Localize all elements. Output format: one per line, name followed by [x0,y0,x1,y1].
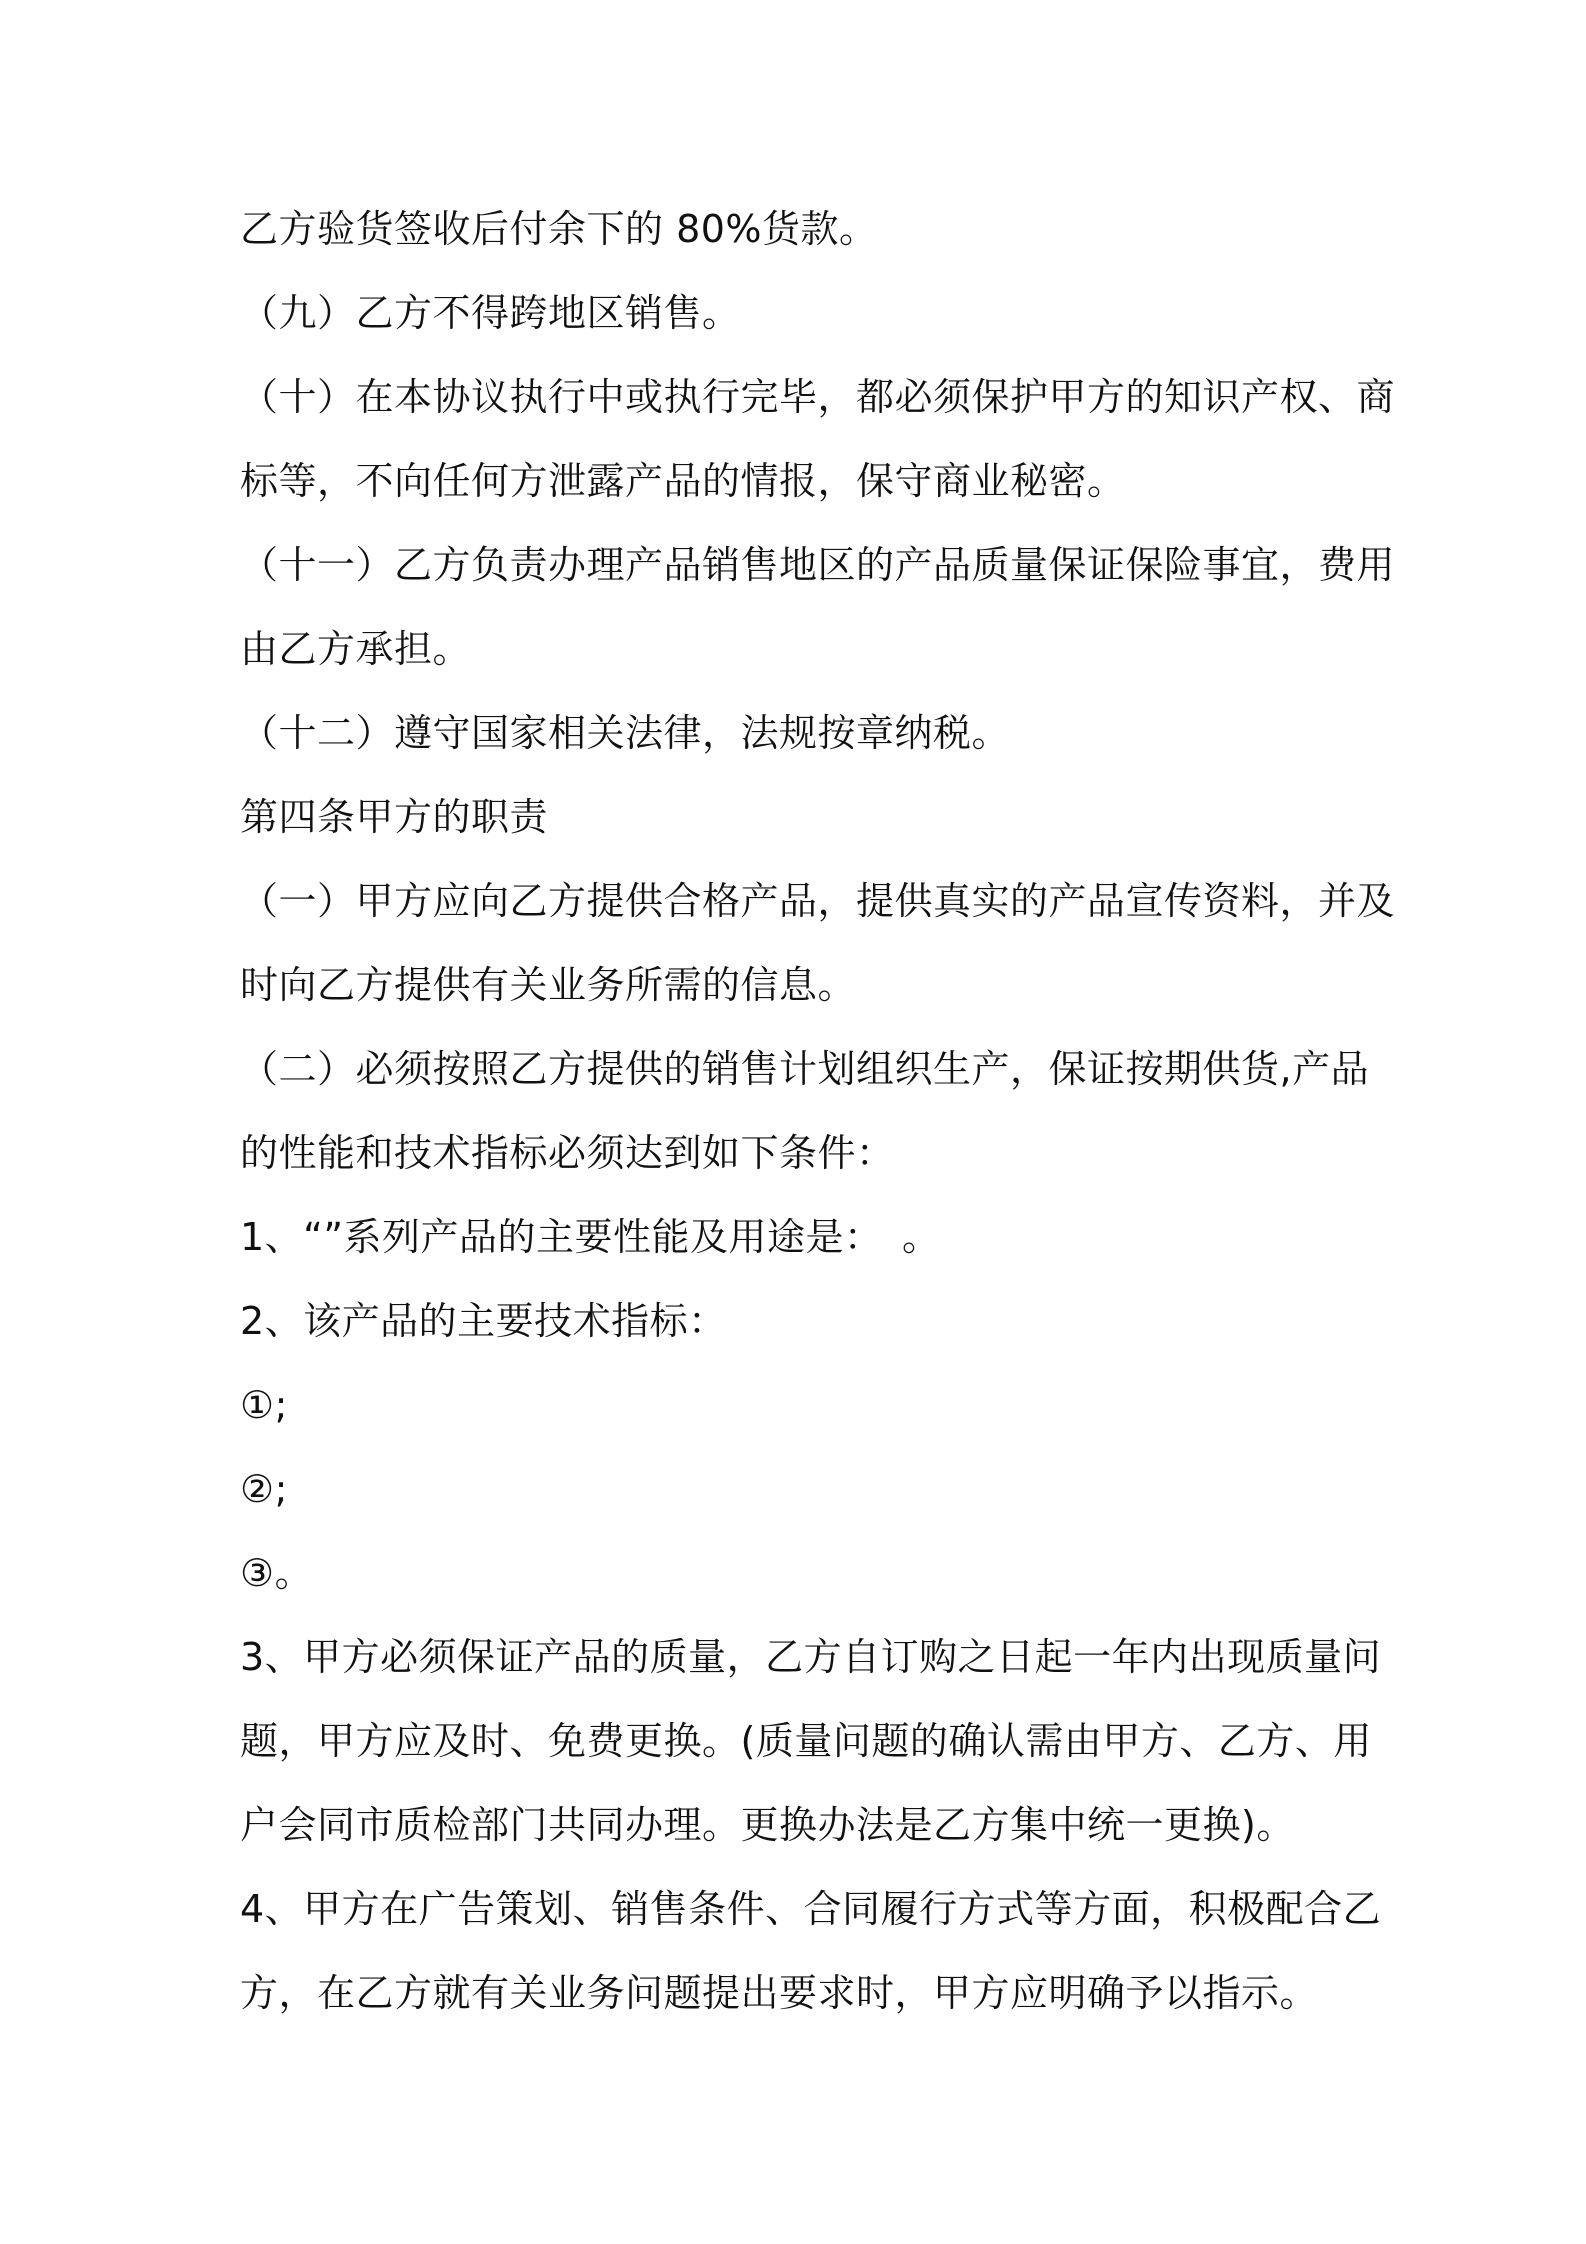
duty-one-line-1: （一）甲方应向乙方提供合格产品，提供真实的产品宣传资料，并及 [240,879,1396,923]
indicator-two: ②; [240,1467,288,1511]
indicator-one: ①; [240,1383,288,1427]
clause-ten-line-1: （十）在本协议执行中或执行完毕，都必须保护甲方的知识产权、商 [240,375,1396,419]
clause-twelve: （十二）遵守国家相关法律，法规按章纳税。 [240,711,1011,755]
duty-one-line-2: 时向乙方提供有关业务所需的信息。 [240,963,857,1007]
item-two: 2、该产品的主要技术指标： [240,1299,727,1343]
clause-eleven-line-1: （十一）乙方负责办理产品销售地区的产品质量保证保险事宜，费用 [240,543,1396,587]
paragraph-line: 乙方验货签收后付余下的 80%货款。 [240,207,878,251]
clause-nine: （九）乙方不得跨地区销售。 [240,291,741,335]
item-three-line-2: 题，甲方应及时、免费更换。(质量问题的确认需由甲方、乙方、用 [240,1719,1372,1763]
item-four-line-2: 方，在乙方就有关业务问题提出要求时，甲方应明确予以指示。 [240,1971,1319,2015]
section-heading: 第四条甲方的职责 [240,795,549,839]
duty-two-line-1: （二）必须按照乙方提供的销售计划组织生产，保证按期供货,产品 [240,1047,1370,1091]
item-one: 1、“”系列产品的主要性能及用途是： 。 [240,1215,941,1259]
clause-ten-line-2: 标等，不向任何方泄露产品的情报，保守商业秘密。 [240,459,1126,503]
item-three-line-3: 户会同市质检部门共同办理。更换办法是乙方集中统一更换)。 [240,1803,1295,1847]
item-four-line-1: 4、甲方在广告策划、销售条件、合同履行方式等方面，积极配合乙 [240,1887,1382,1931]
indicator-three: ③。 [240,1551,314,1595]
item-three-line-1: 3、甲方必须保证产品的质量，乙方自订购之日起一年内出现质量问 [240,1635,1382,1679]
duty-two-line-2: 的性能和技术指标必须达到如下条件： [240,1131,895,1175]
clause-eleven-line-2: 由乙方承担。 [240,627,472,671]
